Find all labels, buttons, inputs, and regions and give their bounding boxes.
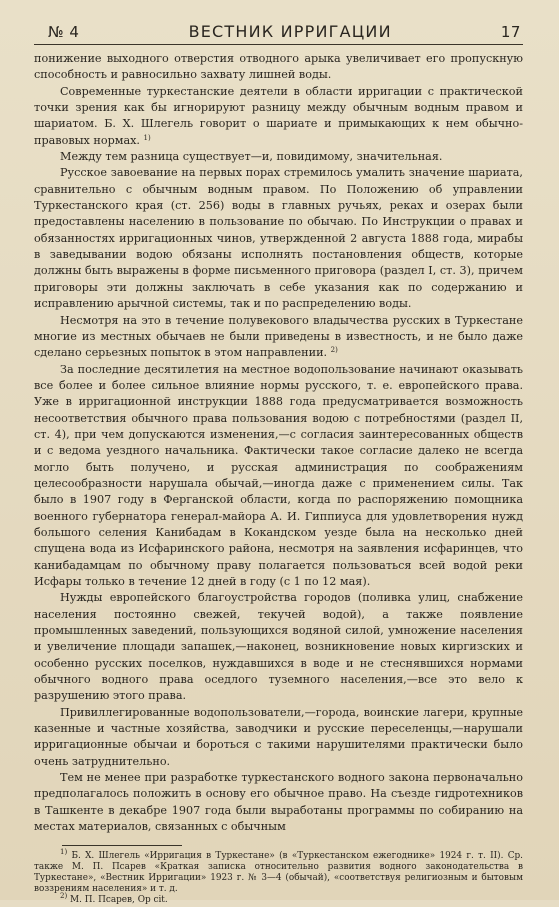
paragraph-4: Русское завоевание на первых порах стремилось умалить значение шариата, сравнительно с обычным водным правом. По Положению об управлении Туркестанского края (ст. 256) воды в главных ручьях, реках и озерах были предоставлены населению в пользование по обычаю. По Инструкции о правах и обязанностях ирригационных чинов, утвержденной 2 августа 1888 года, мирабы в заведывании водою обязаны исполнять постановления обществ, которые должны быть выражены в форме письменного приговора (раздел I, ст. 3), причем приговоры эти должны заключать в себе указания как по содержанию и исправлению арычной системы, так и по распределению воды. [34,166,523,311]
footnote-ref-1[interactable]: 1) [143,133,151,142]
footnote-mark-2: 2) [60,892,68,901]
footnotes [34,847,524,907]
paragraph-9: Тем не менее при разработке туркестанского водного закона первоначально предполагалось положить в основу его обычное право. На съезде гидротехников в Ташкенте в декабре 1907 года были выработаны программы по собиранию на местах материалов, связанных с обычным [34,771,523,834]
paragraph-2: Современные туркестанские деятели в области ирригации с практической точки зрения как бы игнорируют разницу между обычным водным правом и шариатом. Б. Х. Шлегель говорит о шариате и примыкающих к нем обычно-правовых нормах. $^{1)}$ [34,84,523,147]
footnote-2: $^{2)}$ М. П. Псарев, Op cit. [60,892,168,906]
page-number: 17 [500,23,521,41]
paragraph-8: Привиллегированные водопользователи,—города, воинские лагери, крупные казенные и частные хозяйства, заводчики и русские переселенцы,—нарушали ирригационные обычаи и бороться с такими нарушителями практически было очень затруднительно. [34,705,523,768]
paragraph-3: Между тем разница существует—и, повидимому, значительная. [60,150,443,164]
paragraph-7: Нужды европейского благоустройства городов (поливка улиц, снабжение населения постоянно свежей, текучей водой), а также появление промышленных заведений, пользующихся водяной силой, умножение населения и увеличение площади запашек,—наконец, возникновение новых киргизских и особенно русских поселков, нуждавшихся в воде и не стеснявшихся нормами обычного водного права оседлого туземного населения,—все это вело к разрушению этого права. [34,591,523,703]
article-body [34,51,523,836]
footnote-mark-1: 1) [60,847,68,856]
paragraph-1: понижение выходного отверстия отводного арыка увеличивает его пропускную способность и равносильно захвату лишней воды. [34,52,523,82]
footnote-divider [62,845,182,846]
paragraph-5: Несмотря на это в течение полувекового владычества русских в Туркестане многие из местных обычаев не были приведены в известность, и не было даже сделано серьезных попыток в этом направлении. $^{2)}$ [34,313,523,360]
paragraph-6: За последние десятилетия на местное водопользование начинают оказывать все более и более сильное влияние нормы русского, т. е. европейского права. Уже в ирригационной инструкции 1888 года предусматривается возможность несоответствия обычного права пользования водою с потребностями (раздел II, ст. 4), при чем допускаются изменения,—с согласия заинтересованных обществ и с ведома уездного начальника. Фактически такое согласие далеко не всегда могло быть получено, и русская администрация по соображениям целесообразности нарушала обычай,—иногда даже с применением силы. Так было в 1907 году в Ферганской области, когда по распоряжению помощника военного губернатора генерал-майора А. И. Гиппиуса для удовлетворения нужд большого селения Канибадам в Кокандском уезде была на несколько дней спущена вода из Исфаринского района, несмотря на заявления исфаринцев, что канибадамцам по обычному праву полагается пользоваться всей водой реки Исфары только в течение 12 дней в году (с 1 по 12 мая). [34,362,523,588]
footnote-ref-2[interactable]: 2) [330,346,338,355]
issue-number: № 4 [48,23,80,41]
footnote-1: $^{1)}$ Б. Х. Шлегель «Ирригация в Туркестане» (в «Туркестанском ежегоднике» 1924 г. т. II). Ср. также М. П. Псарев «Краткая записка относительно развития водного законодательства в Туркестане», «Вестник Ирригации» 1923 г. № 3—4 (обычай), «соответствуя религиозным и бытовым воззрениям населения» и т. д. [34,847,524,895]
header-rule [34,44,523,45]
running-header [34,22,523,44]
journal-title: ВЕСТНИК ИРРИГАЦИИ [188,22,392,41]
